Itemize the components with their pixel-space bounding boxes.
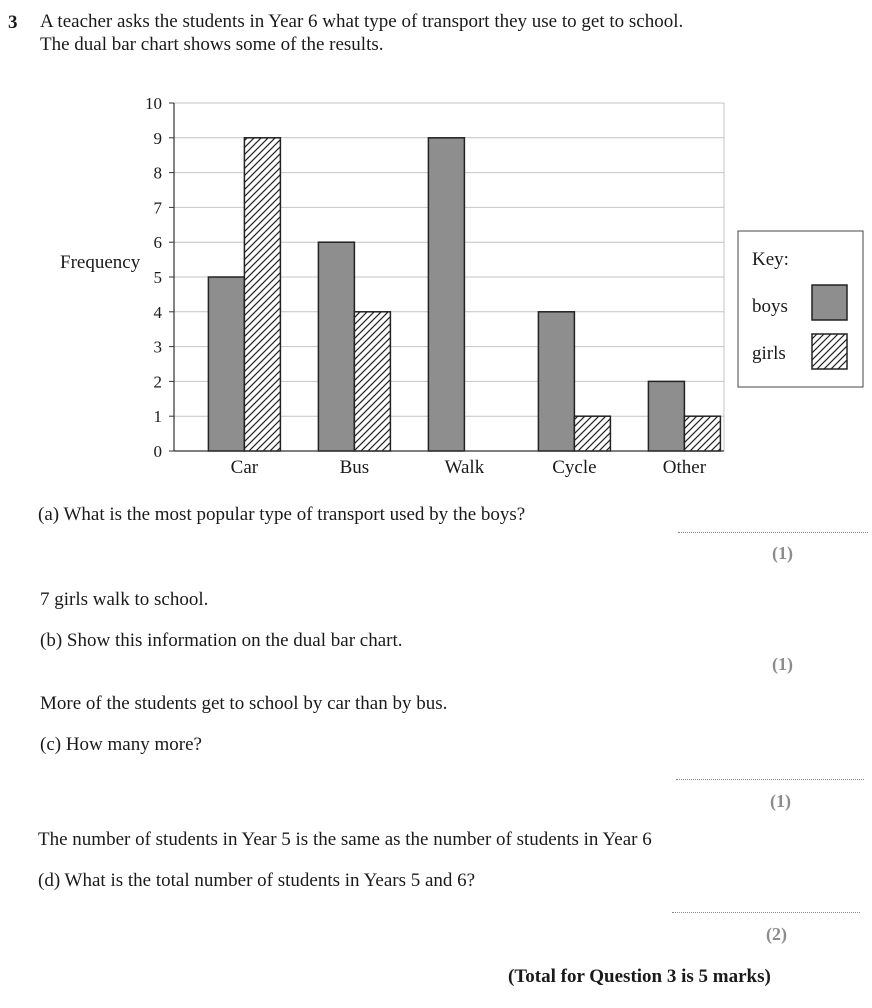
part-d-statement: The number of students in Year 5 is the same as the number of students in Year 6 [38,829,652,850]
bar-girls-bus [354,312,390,451]
legend [738,231,872,395]
x-category-label: Bus [339,457,370,478]
part-c-question: (c) How many more? [40,734,202,755]
y-tick-label: 0 [153,442,162,461]
part-b-marks: (1) [772,654,793,674]
y-tick-label: 5 [153,268,162,287]
part-b-question: (b) Show this information on the dual bar chart. [40,630,403,651]
dual-bar-chart [0,0,872,490]
part-d-marks: (2) [766,924,787,944]
bar-boys-bus [318,242,354,451]
bar-boys-car [208,277,244,451]
part-c-marks: (1) [770,791,791,811]
x-category-label: Walk [444,457,485,478]
y-tick-label: 8 [153,163,162,183]
question-intro-line2: The dual bar chart shows some of the results. [40,34,384,55]
legend-swatch-boys [812,285,847,320]
legend-title: Key: [752,249,789,270]
part-c-statement: More of the students get to school by car than by bus. [40,693,448,714]
x-category-label: Car [230,457,259,478]
bar-girls-cycle [574,416,610,451]
bar-girls-car [244,138,280,451]
x-category-label: Other [662,457,707,478]
part-d-answer-line[interactable] [672,912,860,913]
bar-boys-walk [428,138,464,451]
legend-label-girls: girls [752,343,786,364]
y-tick-label: 7 [153,198,162,218]
question-intro-line1: A teacher asks the students in Year 6 what type of transport they use to get to school. [40,11,684,32]
part-a-question: (a) What is the most popular type of transport used by the boys? [38,504,526,525]
bar-boys-cycle [538,312,574,451]
legend-label-boys: boys [752,296,788,317]
y-tick-label: 2 [153,372,162,392]
y-axis-label: Frequency [60,252,141,273]
x-category-label: Cycle [552,457,597,478]
bar-girls-other [684,416,720,451]
y-tick-label: 4 [153,302,162,322]
y-tick-label: 9 [153,128,162,148]
part-c-answer-line[interactable] [676,779,864,780]
y-tick-label: 1 [153,407,162,427]
question-total: (Total for Question 3 is 5 marks) [508,966,771,987]
y-tick-label: 6 [153,233,162,253]
y-tick-label: 3 [153,337,162,357]
part-b-statement: 7 girls walk to school. [40,589,209,610]
part-d-question: (d) What is the total number of students in Years 5 and 6? [38,870,476,891]
bar-boys-other [648,381,684,451]
part-a-marks: (1) [772,543,793,563]
y-tick-label: 10 [145,94,162,113]
question-number: 3 [8,12,18,33]
bars [208,138,720,451]
part-a-answer-line[interactable] [678,532,868,533]
